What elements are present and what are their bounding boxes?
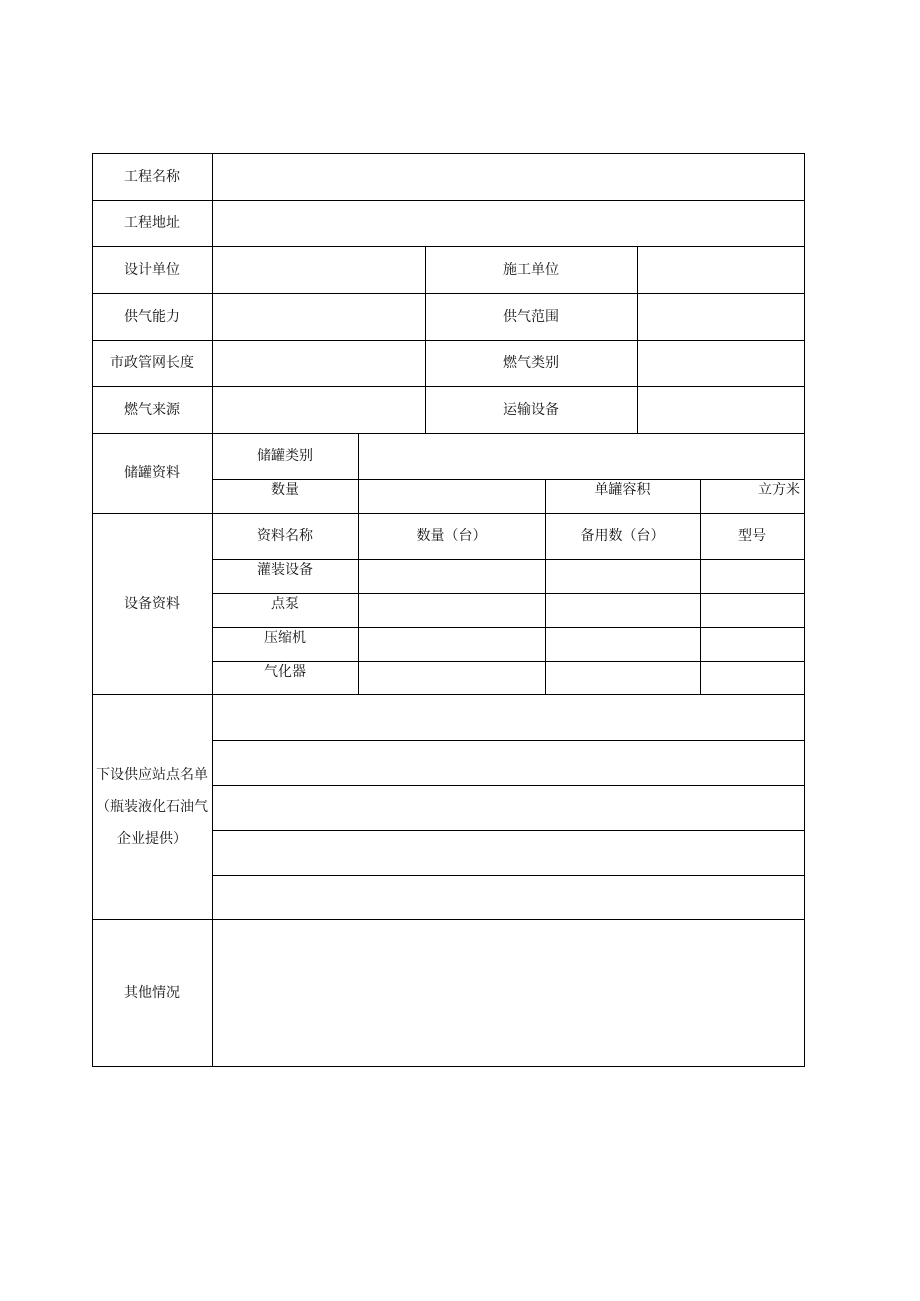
sub-station-input[interactable] <box>214 877 803 918</box>
equipment-header-spare: 备用数（台） <box>580 528 665 544</box>
supply-capacity-input[interactable] <box>214 295 424 339</box>
sub-station-input[interactable] <box>214 742 803 784</box>
equipment-row-compressor: 压缩机 <box>264 630 306 646</box>
tank-volume-input[interactable] <box>702 497 762 512</box>
design-unit-input[interactable] <box>214 248 424 292</box>
sub-station-input[interactable] <box>214 832 803 874</box>
municipal-pipe-length-input[interactable] <box>214 342 424 385</box>
project-name-label: 工程名称 <box>124 168 180 185</box>
gas-type-input[interactable] <box>639 342 803 385</box>
equipment-row-pump: 点泵 <box>271 596 299 612</box>
design-unit-label: 设计单位 <box>124 261 180 278</box>
storage-label: 储罐资料 <box>124 465 180 481</box>
construction-unit-label: 施工单位 <box>503 261 559 278</box>
tank-quantity-input[interactable] <box>360 481 544 512</box>
other-info-textarea[interactable] <box>214 921 807 1069</box>
gas-source-label: 燃气来源 <box>124 401 180 418</box>
equipment-header-name: 资料名称 <box>257 528 313 544</box>
tank-type-label: 储罐类别 <box>257 448 313 464</box>
row-divider <box>212 830 805 831</box>
construction-unit-input[interactable] <box>639 248 803 292</box>
cubic-meter-unit: 立方米 <box>758 482 800 498</box>
column-divider <box>358 433 359 694</box>
municipal-pipe-length-label: 市政管网长度 <box>110 355 194 371</box>
transport-equipment-input[interactable] <box>639 388 803 432</box>
row-divider <box>212 785 805 786</box>
tank-quantity-label: 数量 <box>271 482 299 498</box>
sub-station-input[interactable] <box>214 787 803 829</box>
other-label: 其他情况 <box>124 984 180 1001</box>
equipment-header-model: 型号 <box>738 528 766 544</box>
gas-type-label: 燃气类别 <box>503 355 559 371</box>
project-address-label: 工程地址 <box>124 215 180 231</box>
equipment-label: 设备资料 <box>124 595 180 612</box>
supply-scope-label: 供气范围 <box>503 308 559 325</box>
supply-capacity-label: 供气能力 <box>124 308 180 325</box>
tank-volume-label: 单罐容积 <box>594 482 651 498</box>
transport-equipment-label: 运输设备 <box>503 401 559 418</box>
tank-type-input[interactable] <box>360 435 803 478</box>
sub-stations-label: 下设供应站点名单（瓶装液化石油气企业提供） <box>96 766 208 847</box>
project-name-input[interactable] <box>214 155 803 199</box>
gas-source-input[interactable] <box>214 388 424 432</box>
column-divider <box>637 246 638 433</box>
supply-scope-input[interactable] <box>639 295 803 339</box>
row-divider <box>212 740 805 741</box>
equipment-header-quantity: 数量（台） <box>416 528 487 544</box>
row-divider <box>212 875 805 876</box>
sub-station-input[interactable] <box>214 696 803 739</box>
equipment-row-vaporizer: 气化器 <box>264 664 306 680</box>
project-address-input[interactable] <box>214 202 803 245</box>
equipment-row-filling: 灌装设备 <box>257 562 313 578</box>
